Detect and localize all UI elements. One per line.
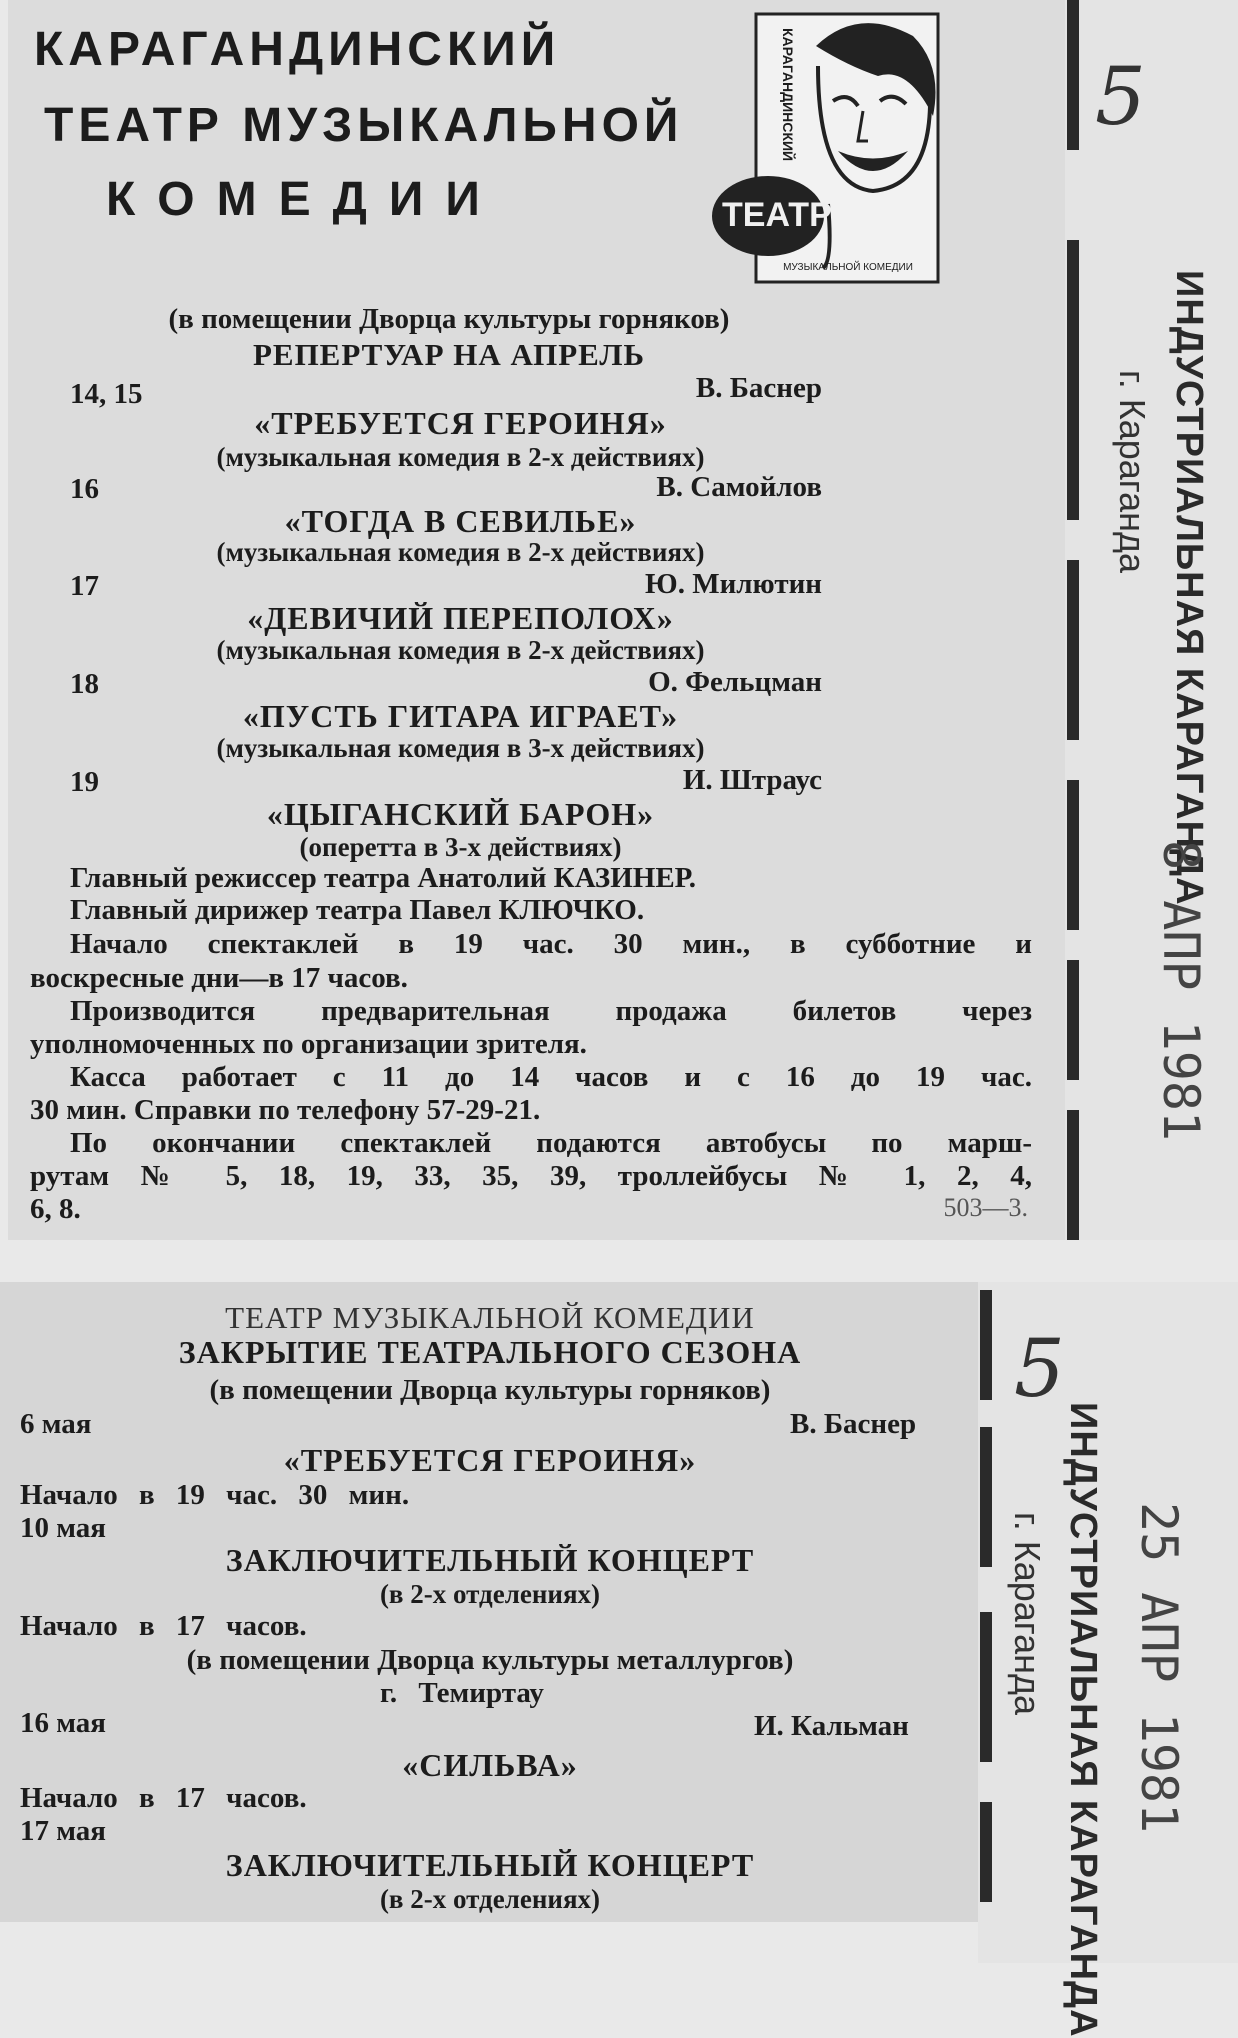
event-title: ЗАКЛЮЧИТЕЛЬНЫЙ КОНЦЕРТ bbox=[225, 1847, 755, 1883]
margin-bar bbox=[980, 1802, 992, 1902]
clip2-venue2: (в помещении Дворца культуры металлургов) bbox=[186, 1644, 794, 1676]
venue: (в помещении Дворца культуры горняков) bbox=[168, 303, 730, 335]
item-date: 18 bbox=[70, 668, 99, 700]
stamp-publication: ИНДУСТРИАЛЬНАЯ КАРАГАНДА bbox=[1062, 1402, 1104, 2038]
margin-bar bbox=[1067, 0, 1079, 150]
event-title: ЗАКЛЮЧИТЕЛЬНЫЙ КОНЦЕРТ bbox=[225, 1542, 755, 1578]
note-line: 30 мин. Справки по телефону 57-29-21. bbox=[30, 1094, 541, 1126]
event-start: Начало в 19 час. 30 мин. bbox=[20, 1479, 410, 1511]
title-line-1: КАРАГАНДИНСКИЙ bbox=[34, 23, 561, 76]
item-author: И. Штраус bbox=[682, 764, 822, 796]
stamp-publication: ИНДУСТРИАЛЬНАЯ КАРАГАНДА bbox=[1168, 270, 1210, 906]
margin-bar bbox=[980, 1290, 992, 1400]
note-line: Производится предварительная продажа билетов через bbox=[70, 995, 1032, 1027]
item-date: 14, 15 bbox=[70, 378, 143, 410]
event-sub: (в 2-х отделениях) bbox=[379, 1884, 601, 1914]
repertoire-heading: РЕПЕРТУАР НА АПРЕЛЬ bbox=[252, 337, 646, 372]
archive-stamp-strip-1 bbox=[1065, 0, 1238, 1240]
event-author: И. Кальман bbox=[754, 1710, 909, 1742]
item-author: В. Баснер bbox=[695, 372, 822, 404]
margin-bar bbox=[980, 1427, 992, 1567]
event-start: Начало в 17 часов. bbox=[20, 1782, 307, 1814]
item-date: 19 bbox=[70, 766, 99, 798]
note-line: 6, 8. bbox=[30, 1193, 81, 1225]
ad-code: 503—3. bbox=[943, 1193, 1028, 1222]
clipping-season-closing bbox=[0, 1282, 985, 1922]
logo-side-text: КАРАГАНДИНСКИЙ bbox=[780, 28, 796, 162]
event-start: Начало в 17 часов. bbox=[20, 1610, 307, 1642]
note-line: уполномоченных по организации зрителя. bbox=[30, 1028, 587, 1060]
item-title: «ТРЕБУЕТСЯ ГЕРОИНЯ» bbox=[254, 405, 667, 441]
logo-emblem: ТЕАТР bbox=[722, 196, 832, 234]
title-line-2: ТЕАТР МУЗЫКАЛЬНОЙ bbox=[44, 99, 684, 152]
item-title: «ПУСТЬ ГИТАРА ИГРАЕТ» bbox=[242, 698, 679, 734]
clipping-april-repertoire bbox=[8, 0, 1070, 1240]
clip2-city2: г. Темиртау bbox=[380, 1677, 544, 1709]
item-genre: (музыкальная комедия в 2-х действиях) bbox=[216, 537, 705, 567]
event-author: В. Баснер bbox=[790, 1408, 917, 1440]
item-title: «ЦЫГАНСКИЙ БАРОН» bbox=[266, 796, 655, 832]
archive-stamp-strip-2 bbox=[978, 1282, 1238, 2038]
margin-bar bbox=[1067, 1110, 1079, 1240]
margin-bar bbox=[1067, 240, 1079, 520]
item-genre: (оперетта в 3-х действиях) bbox=[299, 832, 622, 862]
stamp-date: 25 АПР 1981 bbox=[1130, 1502, 1188, 1834]
handwritten-mark: 5 bbox=[1014, 1322, 1065, 1415]
item-date: 16 bbox=[70, 473, 99, 505]
stamp-date: 8 АПР 1981 bbox=[1152, 840, 1210, 1142]
item-author: В. Самойлов bbox=[656, 471, 822, 503]
handwritten-mark: 5 bbox=[1095, 50, 1146, 143]
logo-bottom-text: МУЗЫКАЛЬНОЙ КОМЕДИИ bbox=[783, 262, 913, 273]
item-author: Ю. Милютин bbox=[645, 568, 822, 600]
item-genre: (музыкальная комедия в 3-х действиях) bbox=[216, 733, 705, 763]
event-title: «ТРЕБУЕТСЯ ГЕРОИНЯ» bbox=[283, 1442, 697, 1478]
item-genre: (музыкальная комедия в 2-х действиях) bbox=[216, 442, 705, 472]
item-title: «ТОГДА В СЕВИЛЬЕ» bbox=[284, 503, 637, 539]
clip2-header: ТЕАТР МУЗЫКАЛЬНОЙ КОМЕДИИ bbox=[225, 1300, 755, 1335]
event-date: 6 мая bbox=[20, 1408, 92, 1440]
note-line: воскресные дни—в 17 часов. bbox=[30, 962, 408, 994]
event-title: «СИЛЬВА» bbox=[402, 1747, 578, 1783]
margin-bar bbox=[1067, 780, 1079, 930]
title-line-3: КОМЕДИИ bbox=[106, 173, 502, 226]
event-date: 10 мая bbox=[20, 1512, 106, 1544]
note-line: Главный режиссер театра Анатолий КАЗИНЕР. bbox=[70, 862, 697, 894]
stamp-city: г. Караганда bbox=[1112, 370, 1153, 574]
event-date: 17 мая bbox=[20, 1815, 106, 1847]
event-sub: (в 2-х отделениях) bbox=[379, 1579, 601, 1609]
note-line: Начало спектаклей в 19 час. 30 мин., в субботние и bbox=[70, 928, 1032, 960]
clip2-venue: (в помещении Дворца культуры горняков) bbox=[209, 1374, 771, 1406]
event-date: 16 мая bbox=[20, 1707, 106, 1739]
item-date: 17 bbox=[70, 570, 99, 602]
item-genre: (музыкальная комедия в 2-х действиях) bbox=[216, 635, 705, 665]
margin-bar bbox=[1067, 960, 1079, 1080]
item-author: О. Фельцман bbox=[648, 666, 822, 698]
stamp-city: г. Караганда bbox=[1007, 1512, 1048, 1716]
clip2-heading: ЗАКРЫТИЕ ТЕАТРАЛЬНОГО СЕЗОНА bbox=[178, 1334, 802, 1370]
item-title: «ДЕВИЧИЙ ПЕРЕПОЛОХ» bbox=[247, 600, 674, 636]
note-line: Касса работает с 11 до 14 часов и с 16 до 19 час. bbox=[70, 1061, 1032, 1093]
smiling-face-icon bbox=[708, 6, 948, 286]
note-line: Главный дирижер театра Павел КЛЮЧКО. bbox=[70, 894, 645, 926]
note-line: рутам № 5, 18, 19, 33, 35, 39, троллейбусы № 1, 2, 4, bbox=[30, 1160, 1032, 1192]
theatre-logo bbox=[708, 6, 948, 286]
note-line: По окончании спектаклей подаются автобусы по марш- bbox=[70, 1127, 1032, 1159]
margin-bar bbox=[1067, 560, 1079, 740]
margin-bar bbox=[980, 1612, 992, 1762]
